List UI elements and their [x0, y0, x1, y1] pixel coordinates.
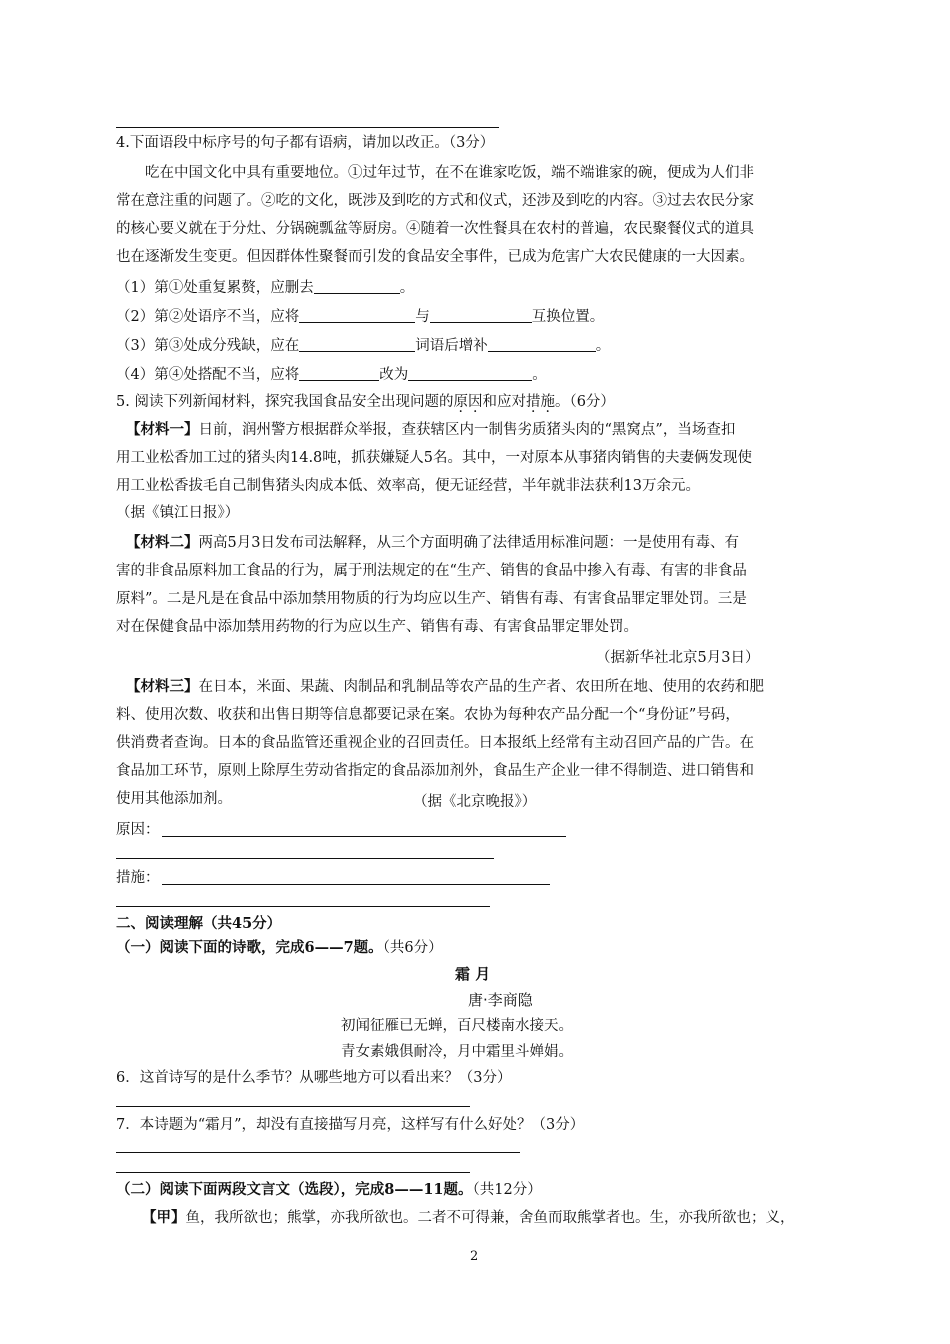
- part-1-heading: [116, 938, 443, 958]
- q4-item-2-end: 互换位置。: [531, 309, 605, 325]
- q4-item-1: [116, 278, 414, 298]
- reason-answer-line-1[interactable]: [162, 836, 566, 837]
- material-3-text: 在日本，米面、果蔬、肉制品和乳制品等农产品的生产者、农田所在地、使用的农药和肥: [198, 679, 764, 695]
- q4-item-2: [116, 307, 604, 327]
- material-2-line-3: 原料”。二是凡是在食品中添加禁用物质的行为均应以生产、销售有毒、有害食品罪定罪处罚。三是: [116, 591, 747, 607]
- material-2-line-1: [126, 533, 739, 553]
- poem-author: 唐·李商隐: [468, 991, 533, 1009]
- material-3-source: （据《北京晚报》）: [413, 794, 537, 810]
- part-2-heading: [116, 1180, 542, 1200]
- q4-item-4: [116, 365, 547, 385]
- q4-item-1-text: （1）第①处重复累赘，应删去: [116, 280, 314, 296]
- reason-label: 原因：: [116, 822, 160, 838]
- material-3-line-3: 供消费者查询。日本的食品监管还重视企业的召回责任。日本报纸上经常有主动召回产品的广告。在: [116, 735, 754, 751]
- q4-blank-3a[interactable]: [299, 337, 415, 352]
- material-2-line-2: 害的非食品原料加工食品的行为，属于刑法规定的在“生产、销售的食品中掺入有毒、有害的非食品: [116, 563, 747, 579]
- poem-title: 霜 月: [455, 965, 491, 983]
- part-1-heading-text: （一）阅读下面的诗歌，完成6——7题。: [116, 939, 383, 956]
- answer-line-top: [116, 127, 499, 128]
- q7-answer-line-2[interactable]: [116, 1172, 470, 1173]
- question-7: 7．本诗题为“霜月”，却没有直接描写月亮，这样写有什么好处？（3分）: [116, 1117, 585, 1133]
- q4-para-line-4: 也在逐渐发生变更。但因群体性聚餐而引发的食品安全事件，已成为危害广大农民健康的一大因素。: [116, 249, 754, 265]
- section-2-heading: 二、阅读理解（共45分）: [116, 915, 282, 932]
- material-1-line-2: 用工业松香加工过的猪头肉14.8吨，抓获嫌疑人5名。其中，一对原本从事猪肉销售的夫妻俩发现使: [116, 450, 753, 466]
- material-3-line-1: [126, 677, 764, 697]
- part-2-heading-text: （二）阅读下面两段文言文（选段），完成8——11题。: [116, 1181, 473, 1198]
- material-1-text: 日前，润州警方根据群众举报，查获辖区内一制售劣质猪头肉的“黑窝点”，当场查扣: [198, 422, 736, 438]
- measure-answer-line-2[interactable]: [116, 906, 490, 907]
- emphasis-char: 施: [540, 394, 555, 410]
- q4-para-line-2: 常在意注重的问题了。②吃的文化，既涉及到吃的方式和仪式，还涉及到吃的内容。③过去农民分家: [116, 193, 754, 209]
- measure-answer-line-1[interactable]: [162, 884, 550, 885]
- q4-blank-4b[interactable]: [408, 366, 532, 381]
- q4-item-3-end: 。: [595, 338, 611, 354]
- q4-blank-2b[interactable]: [430, 308, 532, 323]
- q4-title: 4.下面语段中标序号的句子都有语病，请加以改正。（3分）: [116, 135, 495, 151]
- emphasis-char: 原: [453, 394, 468, 410]
- material-1-line-1: [126, 420, 735, 440]
- material-3-label: 【材料三】: [126, 678, 199, 695]
- part-1-points: （共6分）: [382, 940, 443, 956]
- q4-blank-1[interactable]: [314, 279, 400, 294]
- q4-item-4-end: 。: [532, 367, 547, 383]
- reason-answer-line-2[interactable]: [116, 858, 494, 859]
- q5-title-text: 5. 阅读下列新闻材料，探究我国食品安全出现问题的: [116, 394, 454, 410]
- material-1-source: （据《镇江日报》）: [116, 505, 240, 521]
- material-3-line-2: 料、使用次数、收获和出售日期等信息都要记录在案。农协为每种农产品分配一个“身份证”号码，: [116, 707, 740, 723]
- material-1-line-3: 用工业松香拔毛自己制售猪头肉成本低、效率高，便无证经营，半年就非法获利13万余元。: [116, 478, 700, 494]
- page-number: 2: [470, 1249, 479, 1264]
- q5-title-mid: 和应对: [482, 394, 526, 410]
- poem-line-2: 青女素娥俱耐冷，月中霜里斗婵娟。: [341, 1044, 573, 1060]
- material-2-text: 两高5月3日发布司法解释，从三个方面明确了法律适用标准问题：一是使用有毒、有: [198, 535, 739, 551]
- jia-text: 鱼，我所欲也；熊掌，亦我所欲也。二者不可得兼，舍鱼而取熊掌者也。生，亦我所欲也；义，: [185, 1210, 795, 1226]
- q4-item-3-mid: 词语后增补: [415, 338, 488, 354]
- emphasis-char: 因: [467, 394, 483, 410]
- q4-blank-3b[interactable]: [488, 337, 596, 352]
- q4-item-1-end: 。: [399, 280, 415, 296]
- material-2-line-4: 对在保健食品中添加禁用药物的行为应以生产、销售有毒、有害食品罪定罪处罚。: [116, 619, 638, 635]
- jia-passage-line: [142, 1208, 795, 1228]
- q5-title: [116, 392, 615, 412]
- part-2-points: （共12分）: [472, 1182, 542, 1198]
- material-2-label: 【材料二】: [126, 534, 199, 551]
- q4-item-3-text: （3）第③处成分残缺，应在: [116, 338, 300, 354]
- poem-line-1: 初闻征雁已无蝉，百尺楼南水接天。: [341, 1018, 573, 1034]
- material-3-line-4: 食品加工环节，原则上除厚生劳动省指定的食品添加剂外，食品生产企业一律不得制造、进口销售和: [116, 763, 754, 779]
- q4-item-3: [116, 336, 610, 356]
- material-3-line-5: 使用其他添加剂。: [116, 791, 232, 807]
- q6-answer-line[interactable]: [116, 1106, 470, 1107]
- emphasis-char: 措: [525, 394, 541, 410]
- q4-para-line-3: 的核心要义就在于分灶、分锅碗瓢盆等厨房。④随着一次性餐具在农村的普遍，农民聚餐仪式的道具: [116, 221, 754, 237]
- q4-item-2-text: （2）第②处语序不当，应将: [116, 309, 300, 325]
- measure-label: 措施：: [116, 870, 160, 886]
- q4-para-line-1: 吃在中国文化中具有重要地位。①过年过节，在不在谁家吃饭，端不端谁家的碗，便成为人们非: [145, 165, 754, 181]
- q7-answer-line-1[interactable]: [116, 1152, 520, 1153]
- q4-item-4-text: （4）第④处搭配不当，应将: [116, 367, 300, 383]
- material-1-label: 【材料一】: [126, 421, 199, 438]
- material-2-source: （据新华社北京5月3日）: [596, 650, 760, 666]
- q5-title-end: 。（6分）: [554, 394, 615, 410]
- question-6: 6．这首诗写的是什么季节？从哪些地方可以看出来？（3分）: [116, 1070, 512, 1086]
- q4-item-2-mid: 与: [415, 309, 430, 325]
- q4-item-4-mid: 改为: [379, 367, 409, 383]
- jia-label: 【甲】: [142, 1209, 186, 1226]
- q4-blank-2a[interactable]: [299, 308, 415, 323]
- q4-blank-4a[interactable]: [299, 366, 379, 381]
